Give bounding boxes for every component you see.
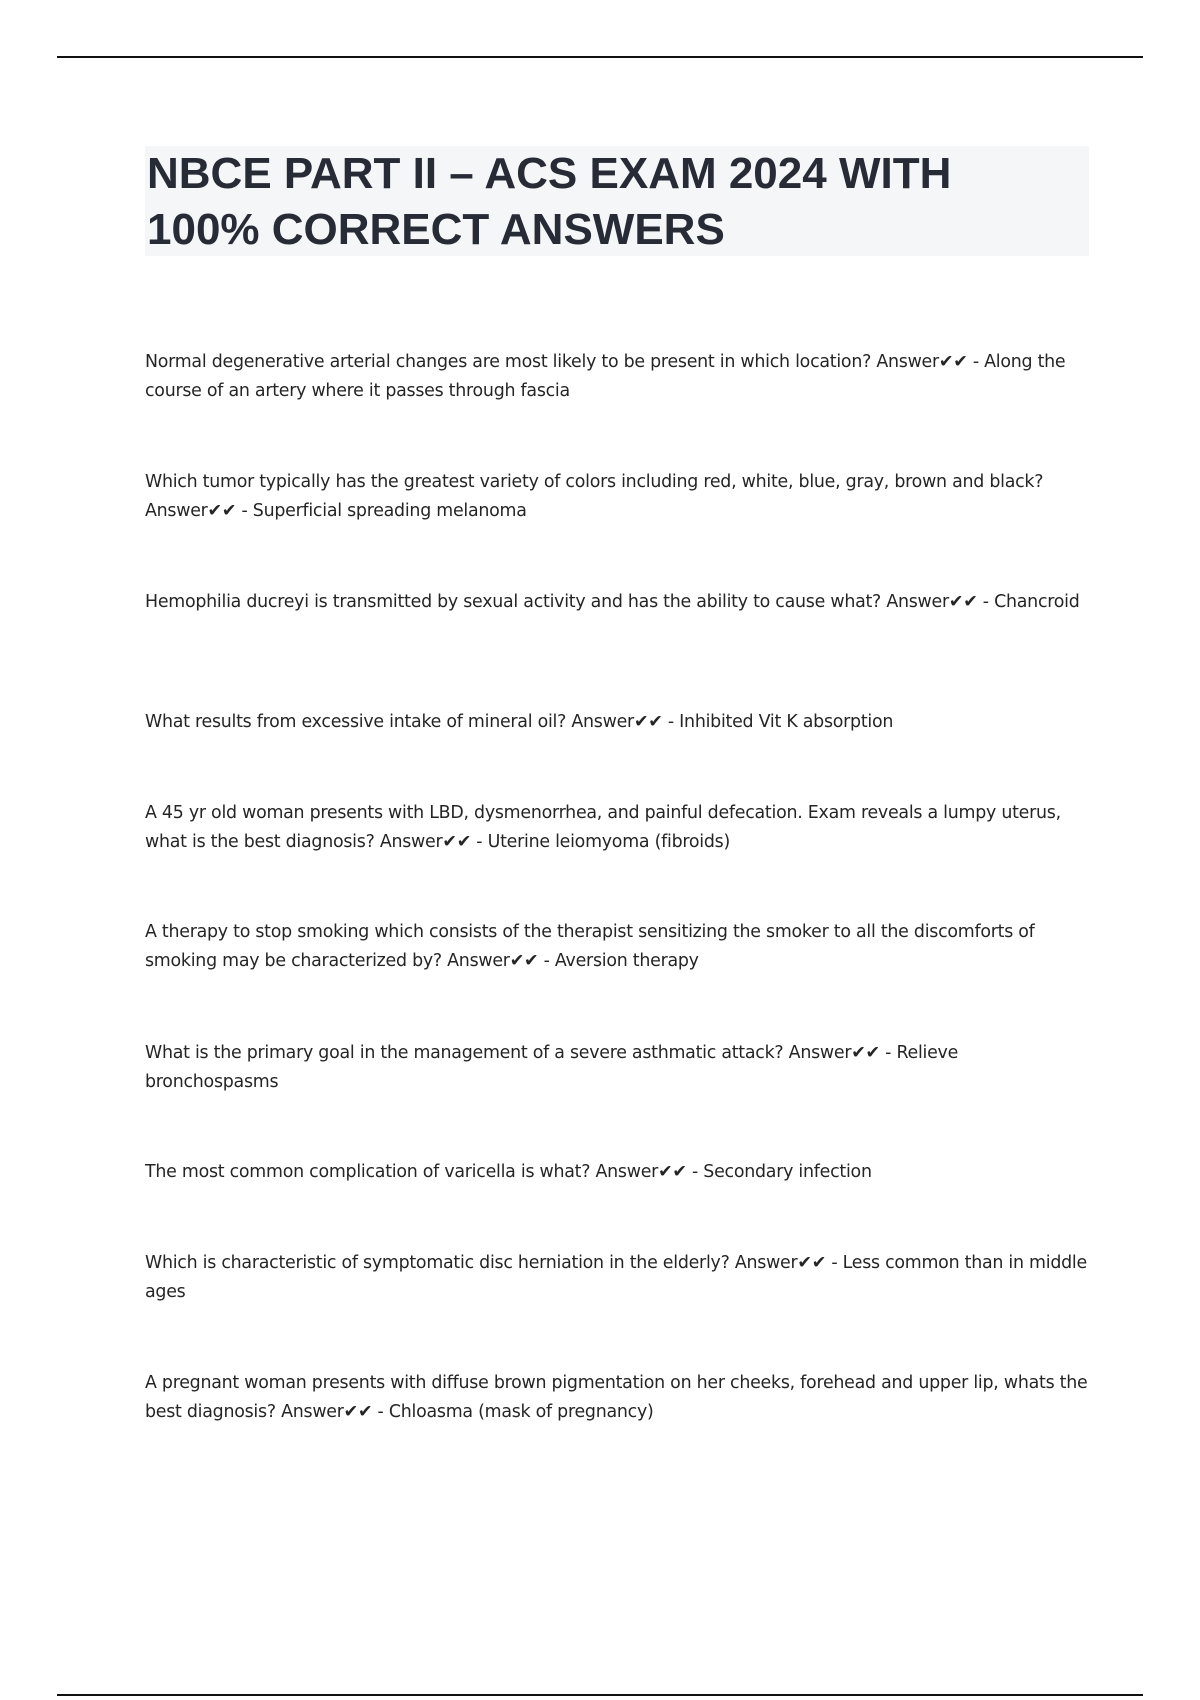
title-line-2: 100% CORRECT ANSWERS <box>147 205 725 254</box>
qa-item-10: A pregnant woman presents with diffuse brown pigmentation on her cheeks, forehead and upper lip, whats the best diagnosis? Answer✔✔ - Chloasma (mask of pregnancy) <box>145 1373 1088 1422</box>
qa-item-1: Normal degenerative arterial changes are most likely to be present in which location? Answer✔✔ - Along the course of an artery where it passes through fascia <box>145 352 1066 401</box>
top-divider <box>57 56 1143 58</box>
title-block <box>145 146 1089 256</box>
title-line-1: NBCE PART II – ACS EXAM 2024 WITH <box>147 149 952 198</box>
document-title <box>147 146 1089 258</box>
qa-item-3: Hemophilia ducreyi is transmitted by sexual activity and has the ability to cause what? Answer✔✔ - Chancroid <box>145 592 1080 612</box>
bottom-divider <box>57 1694 1143 1696</box>
qa-item-8: The most common complication of varicella is what? Answer✔✔ - Secondary infection <box>145 1162 872 1182</box>
qa-item-7: What is the primary goal in the management of a severe asthmatic attack? Answer✔✔ - Relieve bronchospasms <box>145 1043 959 1092</box>
qa-item-2: Which tumor typically has the greatest variety of colors including red, white, blue, gray, brown and black? Answer✔✔ - Superficial spreading melanoma <box>145 472 1044 521</box>
qa-item-9: Which is characteristic of symptomatic disc herniation in the elderly? Answer✔✔ - Less common than in middle ages <box>145 1253 1087 1302</box>
qa-item-4: What results from excessive intake of mineral oil? Answer✔✔ - Inhibited Vit K absorption <box>145 712 894 732</box>
qa-item-6: A therapy to stop smoking which consists of the therapist sensitizing the smoker to all the discomforts of smoking may be characterized by? Answer✔✔ - Aversion therapy <box>145 922 1035 971</box>
qa-item-5: A 45 yr old woman presents with LBD, dysmenorrhea, and painful defecation. Exam reveals a lumpy uterus, what is the best diagnosis? Answer✔✔ - Uterine leiomyoma (fibroids) <box>145 803 1061 852</box>
